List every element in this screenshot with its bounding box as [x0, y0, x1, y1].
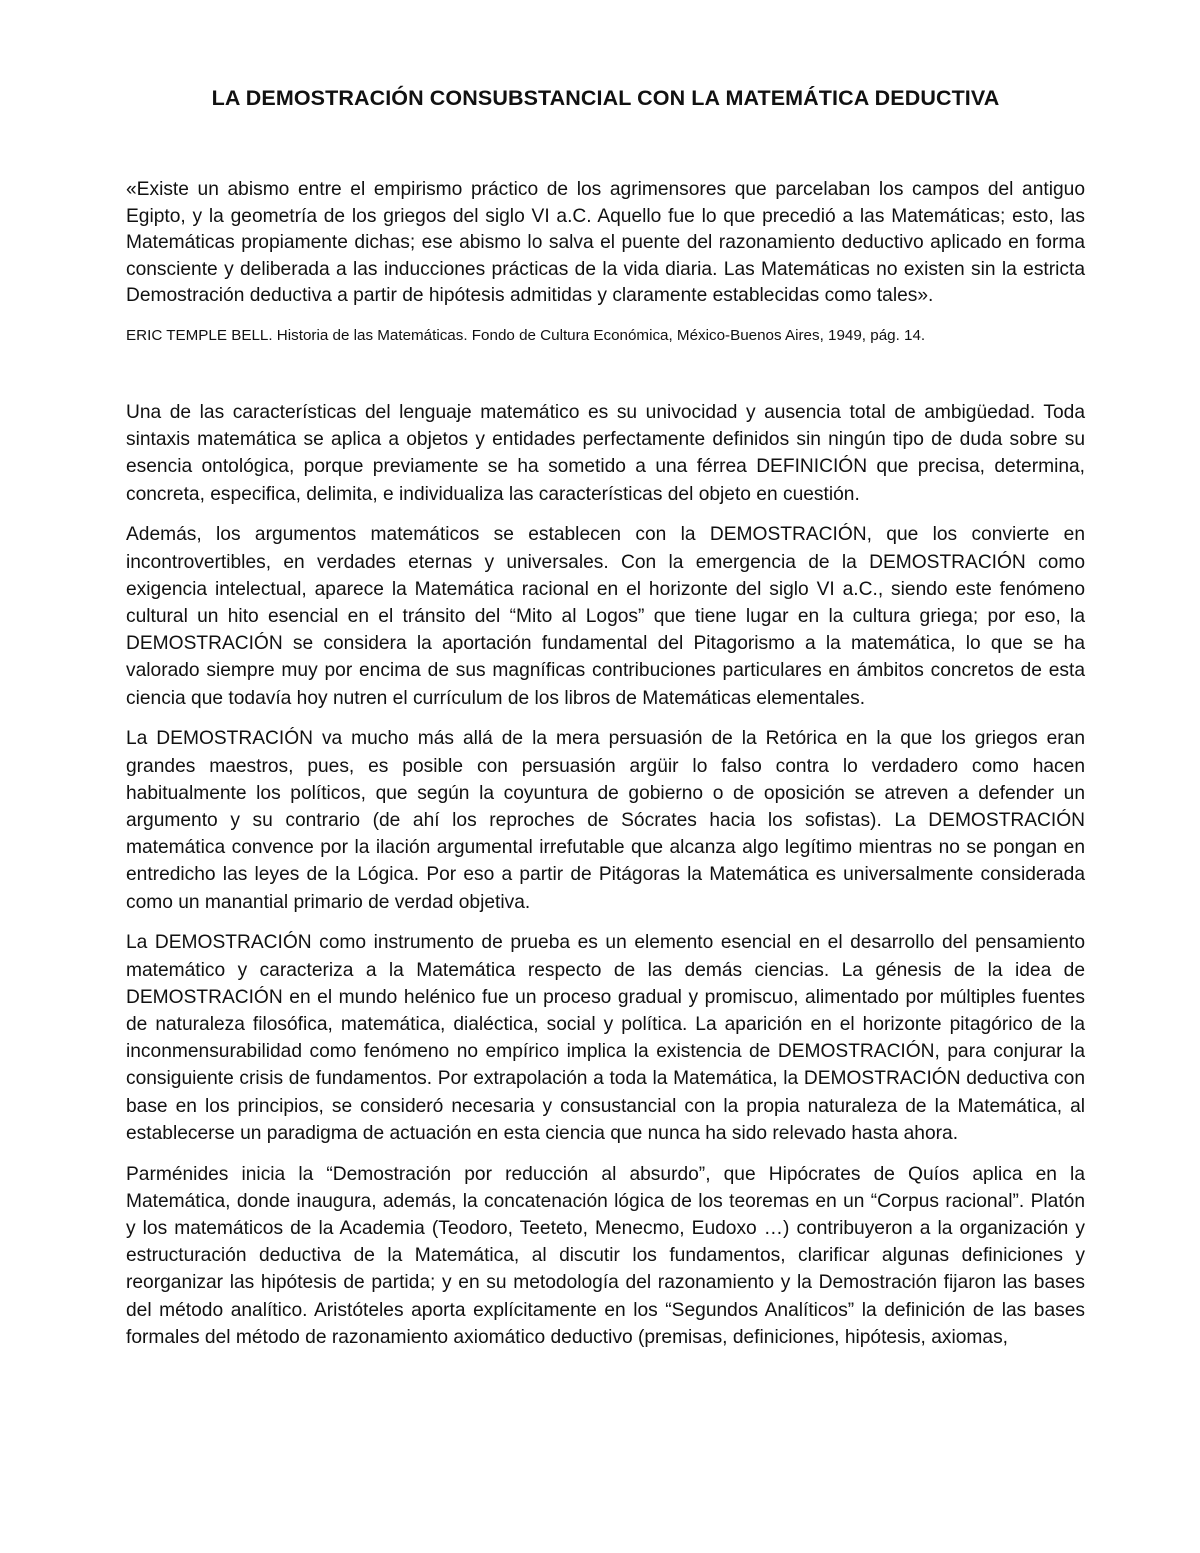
- epigraph-citation: ERIC TEMPLE BELL. Historia de las Matemáticas. Fondo de Cultura Económica, México-Buenos Aires, 1949, pág. 14.: [126, 326, 926, 344]
- body-paragraph: La DEMOSTRACIÓN como instrumento de prueba es un elemento esencial en el desarrollo del pensamiento matemático y caracteriza a la Matemática respecto de las demás ciencias. La génesis de la idea de DEMOSTRACIÓN en el mundo helénico fue un proceso gradual y promiscuo, alimentado por múltiples fuentes de naturaleza filosófica, matemática, dialéctica, social y política. La aparición en el horizonte pitagórico de la inconmensurabilidad como fenómeno no empírico implica la existencia de DEMOSTRACIÓN, para conjurar la consiguiente crisis de fundamentos. Por extrapolación a toda la Matemática, la DEMOSTRACIÓN deductiva con base en los principios, se consideró necesaria y consustancial con la propia naturaleza de la Matemática, al establecerse un paradigma de actuación en esta ciencia que nunca ha sido relevado hasta ahora.: [126, 932, 1085, 1144]
- epigraph-quote: «Existe un abismo entre el empirismo práctico de los agrimensores que parcelaban los campos del antiguo Egipto, y la geometría de los griegos del siglo VI a.C. Aquello fue lo que precedió a las Matemáticas; esto, las Matemáticas propiamente dichas; ese abismo lo salva el puente del razonamiento deductivo aplicado en forma consciente y deliberada a las inducciones prácticas de la vida diaria. Las Matemáticas no existen sin la estricta Demostración deductiva a partir de hipótesis admitidas y claramente establecidas como tales».: [126, 179, 1085, 307]
- body-paragraph: La DEMOSTRACIÓN va mucho más allá de la mera persuasión de la Retórica en la que los griegos eran grandes maestros, pues, es posible con persuasión argüir lo falso contra lo verdadero como hacen habitualmente los políticos, que según la coyuntura de gobierno o de oposición se atreven a defender un argumento y su contrario (de ahí los reproches de Sócrates hacia los sofistas). La DEMOSTRACIÓN matemática convence por la ilación argumental irrefutable que alcanza algo legítimo mientras no se pongan en entredicho las leyes de la Lógica. Por eso a partir de Pitágoras la Matemática es universalmente considerada como un manantial primario de verdad objetiva.: [126, 728, 1085, 913]
- document-title: LA DEMOSTRACIÓN CONSUBSTANCIAL CON LA MATEMÁTICA DEDUCTIVA: [211, 86, 1000, 110]
- body-paragraph: Parménides inicia la “Demostración por reducción al absurdo”, que Hipócrates de Quíos aplica en la Matemática, donde inaugura, además, la concatenación lógica de los teoremas en un “Corpus racional”. Platón y los matemáticos de la Academia (Teodoro, Teeteto, Menecmo, Eudoxo …) contribuyeron a la organización y estructuración deductiva de la Matemática, al discutir los fundamentos, clarificar algunas definiciones y reorganizar las hipótesis de partida; y en su metodología del razonamiento y la Demostración fijaron las bases del método analítico. Aristóteles aporta explícitamente en los “Segundos Analíticos” la definición de las bases formales del método de razonamiento axiomático deductivo (premisas, definiciones, hipótesis, axiomas,: [126, 1163, 1085, 1348]
- body-paragraph: Una de las características del lenguaje matemático es su univocidad y ausencia total de ambigüedad. Toda sintaxis matemática se aplica a objetos y entidades perfectamente definidos sin ningún tipo de duda sobre su esencia ontológica, porque previamente se ha sometido a una férrea DEFINICIÓN que precisa, determina, concreta, especifica, delimita, e individualiza las características del objeto en cuestión.: [126, 401, 1085, 505]
- body-paragraph: Además, los argumentos matemáticos se establecen con la DEMOSTRACIÓN, que los convierte en incontrovertibles, en verdades eternas y universales. Con la emergencia de la DEMOSTRACIÓN como exigencia intelectual, aparece la Matemática racional en el horizonte del siglo VI a.C., siendo este fenómeno cultural un hito esencial en el tránsito del “Mito al Logos” que tiene lugar en la cultura griega; por eso, la DEMOSTRACIÓN se considera la aportación fundamental del Pitagorismo a la matemática, lo que se ha valorado siempre muy por encima de sus magníficas contribuciones particulares en ámbitos concretos de esta ciencia que todavía hoy nutren el currículum de los libros de Matemáticas elementales.: [126, 524, 1085, 709]
